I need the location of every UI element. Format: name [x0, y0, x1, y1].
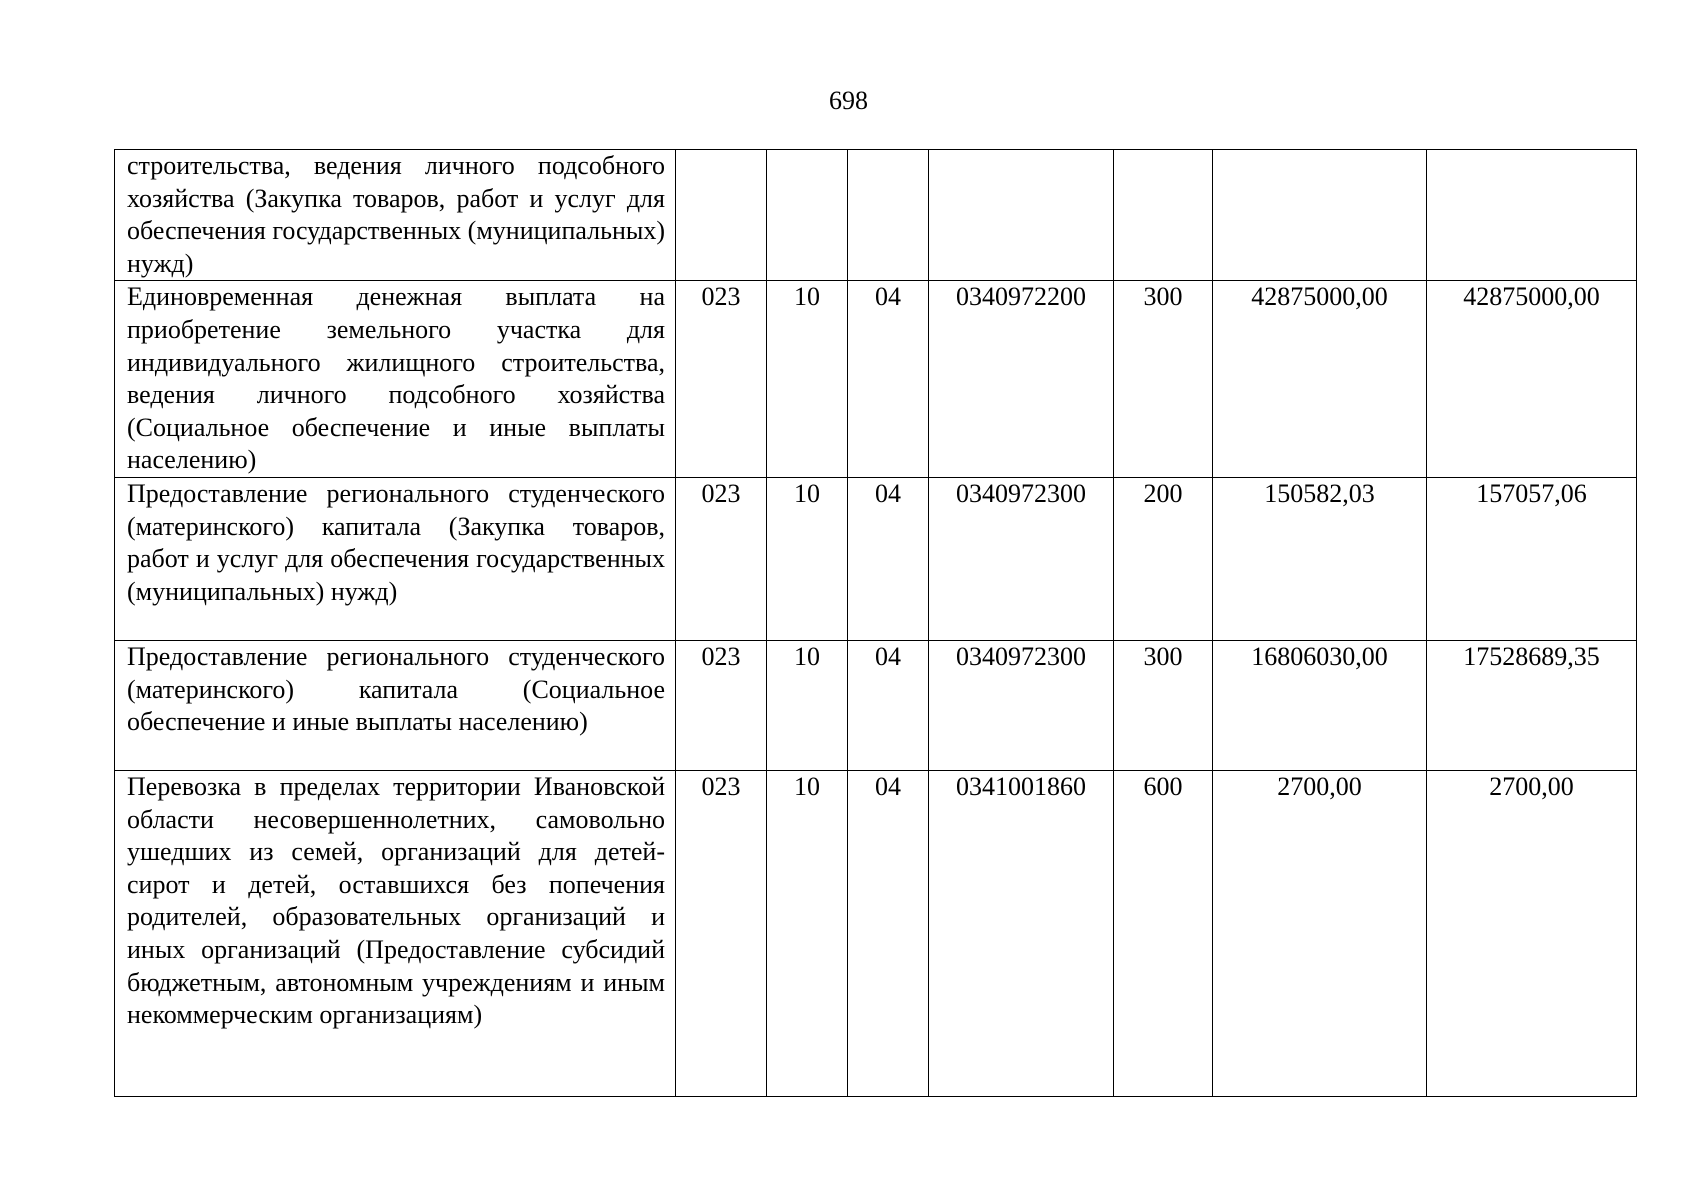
amount-first-year	[1213, 150, 1427, 281]
table-row	[115, 477, 1637, 640]
amount-second-year: 157057,06	[1427, 477, 1637, 640]
row-description: Предоставление регионального студенческого (материнского) капитала (Закупка товаров, работ и услуг для обеспечения государственных (муниципальных) нужд)	[115, 477, 676, 640]
target-article-code: 0340972200	[929, 281, 1114, 478]
table-row	[115, 150, 1637, 281]
page-number: 698	[829, 86, 868, 115]
expense-type-code	[1114, 150, 1213, 281]
ministry-code	[676, 150, 767, 281]
amount-second-year: 17528689,35	[1427, 640, 1637, 770]
amount-first-year: 2700,00	[1213, 770, 1427, 1096]
subsection-code: 04	[848, 477, 929, 640]
amount-first-year: 16806030,00	[1213, 640, 1427, 770]
subsection-code: 04	[848, 640, 929, 770]
table-row	[115, 640, 1637, 770]
target-article-code	[929, 150, 1114, 281]
subsection-code	[848, 150, 929, 281]
section-code	[767, 150, 848, 281]
ministry-code: 023	[676, 770, 767, 1096]
amount-first-year: 42875000,00	[1213, 281, 1427, 478]
table-row	[115, 770, 1637, 1096]
ministry-code: 023	[676, 477, 767, 640]
amount-second-year	[1427, 150, 1637, 281]
row-description: Перевозка в пределах территории Ивановской области несовершеннолетних, самовольно ушедших из семей, организаций для детей-сирот и детей, оставшихся без попечения родителей, образовательных организаций и иных организаций (Предоставление субсидий бюджетным, автономным учреждениям и иным некоммерческим организациям)	[115, 770, 676, 1096]
amount-first-year: 150582,03	[1213, 477, 1427, 640]
row-description: Предоставление регионального студенческого (материнского) капитала (Социальное обеспечение и иные выплаты населению)	[115, 640, 676, 770]
ministry-code: 023	[676, 281, 767, 478]
amount-second-year: 42875000,00	[1427, 281, 1637, 478]
amount-second-year: 2700,00	[1427, 770, 1637, 1096]
target-article-code: 0341001860	[929, 770, 1114, 1096]
subsection-code: 04	[848, 770, 929, 1096]
target-article-code: 0340972300	[929, 477, 1114, 640]
table-row	[115, 281, 1637, 478]
section-code: 10	[767, 640, 848, 770]
expense-type-code: 300	[1114, 640, 1213, 770]
expense-type-code: 200	[1114, 477, 1213, 640]
row-description: строительства, ведения личного подсобного хозяйства (Закупка товаров, работ и услуг для обеспечения государственных (муниципальных) нужд)	[115, 150, 676, 281]
ministry-code: 023	[676, 640, 767, 770]
section-code: 10	[767, 281, 848, 478]
subsection-code: 04	[848, 281, 929, 478]
section-code: 10	[767, 477, 848, 640]
row-description: Единовременная денежная выплата на приобретение земельного участка для индивидуального жилищного строительства, ведения личного подсобного хозяйства (Социальное обеспечение и иные выплаты населению)	[115, 281, 676, 478]
target-article-code: 0340972300	[929, 640, 1114, 770]
expense-type-code: 600	[1114, 770, 1213, 1096]
budget-table	[114, 149, 1637, 1097]
expense-type-code: 300	[1114, 281, 1213, 478]
section-code: 10	[767, 770, 848, 1096]
